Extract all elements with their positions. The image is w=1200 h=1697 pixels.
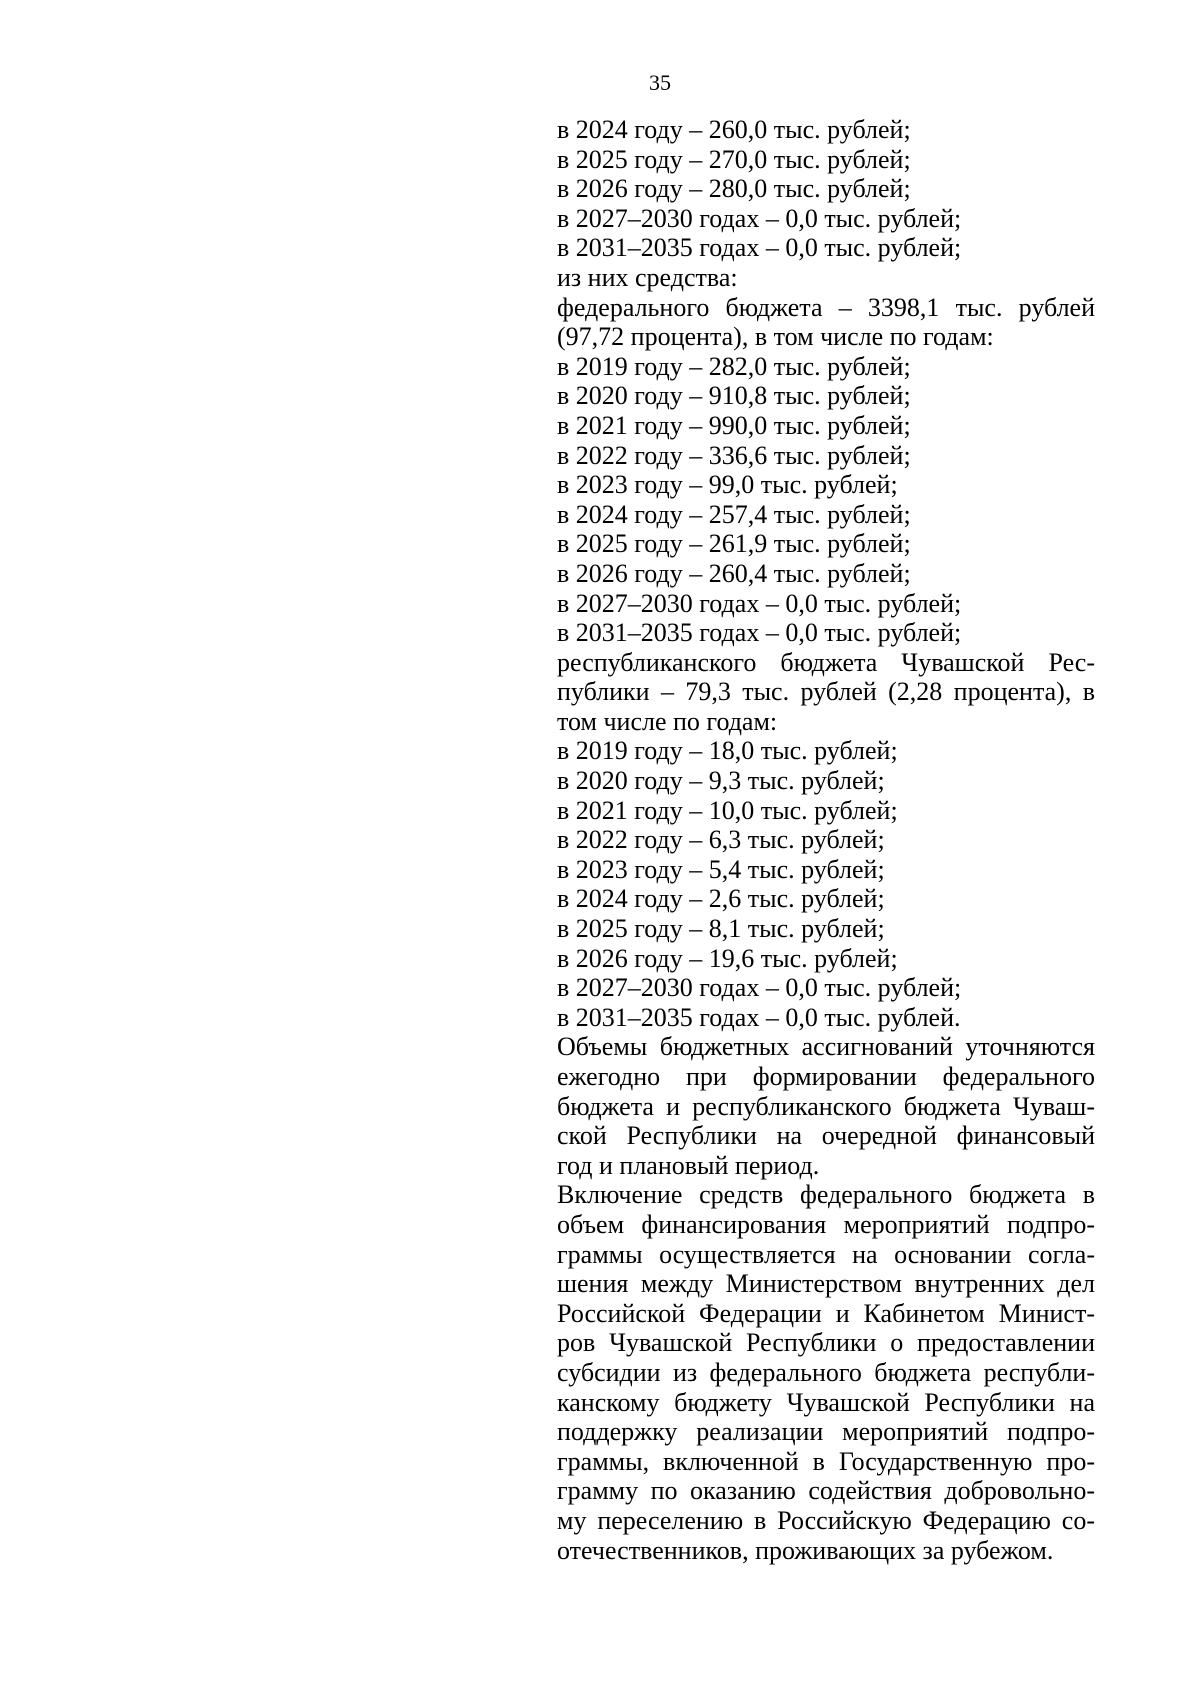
- text-line: Включение средств федерального бюджета в: [557, 1180, 1095, 1210]
- text-line: поддержку реализации мероприятий подпро-: [557, 1417, 1095, 1447]
- text-line: (97,72 процента), в том числе по годам:: [557, 322, 994, 352]
- list-item: в 2021 году – 990,0 тыс. рублей;: [557, 410, 911, 440]
- budget-clarification-paragraph: [557, 1032, 1095, 1180]
- list-item: в 2031–2035 годах – 0,0 тыс. рублей.: [557, 1002, 961, 1032]
- list-item: в 2019 году – 282,0 тыс. рублей;: [557, 351, 911, 381]
- text-line: том числе по годам:: [557, 706, 778, 736]
- republic-budget-intro: [557, 648, 1095, 737]
- list-item: в 2020 году – 9,3 тыс. рублей;: [557, 766, 885, 796]
- list-item: в 2026 году – 19,6 тыс. рублей;: [557, 943, 898, 973]
- list-item: в 2031–2035 годах – 0,0 тыс. рублей;: [557, 618, 962, 648]
- republic-budget-years: [557, 736, 1095, 1032]
- list-item: в 2025 году – 8,1 тыс. рублей;: [557, 914, 885, 944]
- text-line: канскому бюджету Чувашской Республики на: [557, 1387, 1095, 1417]
- list-item: в 2023 году – 99,0 тыс. рублей;: [557, 470, 898, 500]
- list-item: в 2026 году – 260,4 тыс. рублей;: [557, 558, 911, 588]
- list-item: в 2027–2030 годах – 0,0 тыс. рублей;: [557, 588, 962, 618]
- list-item: в 2023 году – 5,4 тыс. рублей;: [557, 854, 885, 884]
- text-line: грамму по оказанию содействия добровольно-: [557, 1476, 1095, 1506]
- text-line: объем финансирования мероприятий подпро-: [557, 1209, 1095, 1239]
- list-item: в 2020 году – 910,8 тыс. рублей;: [557, 381, 911, 411]
- document-column: [557, 115, 1095, 1565]
- list-item: в 2027–2030 годах – 0,0 тыс. рублей;: [557, 973, 962, 1003]
- list-item: в 2026 году – 280,0 тыс. рублей;: [557, 174, 911, 204]
- text-line: граммы осуществляется на основании согла-: [557, 1239, 1095, 1269]
- federal-budget-years: [557, 352, 1095, 648]
- text-line: Российской Федерации и Кабинетом Минист-: [557, 1298, 1095, 1328]
- text-line: ской Республики на очередной финансовый: [557, 1121, 1095, 1151]
- text-line: год и плановый период.: [557, 1150, 820, 1180]
- list-item: в 2025 году – 270,0 тыс. рублей;: [557, 144, 911, 174]
- text-line: публики – 79,3 тыс. рублей (2,28 процента), в: [557, 677, 1095, 707]
- text-line: Объемы бюджетных ассигнований уточняются: [557, 1032, 1095, 1062]
- list-item: в 2027–2030 годах – 0,0 тыс. рублей;: [557, 203, 962, 233]
- list-item: в 2022 году – 336,6 тыс. рублей;: [557, 440, 911, 470]
- list-item: в 2024 году – 2,6 тыс. рублей;: [557, 884, 885, 914]
- text-line: шения между Министерством внутренних дел: [557, 1269, 1095, 1299]
- list-item: в 2024 году – 260,0 тыс. рублей;: [557, 115, 911, 144]
- text-line: республиканского бюджета Чувашской Рес-: [557, 647, 1095, 677]
- funding-sources-label: из них средства:: [557, 262, 738, 292]
- list-item: в 2019 году – 18,0 тыс. рублей;: [557, 736, 898, 766]
- text-line: граммы, включенной в Государственную про-: [557, 1446, 1095, 1476]
- federal-funds-inclusion-paragraph: [557, 1180, 1095, 1565]
- text-line: бюджета и республиканского бюджета Чуваш-: [557, 1091, 1095, 1121]
- list-item: в 2022 году – 6,3 тыс. рублей;: [557, 825, 885, 855]
- text-line: субсидии из федерального бюджета республи-: [557, 1357, 1095, 1387]
- list-item: в 2024 году – 257,4 тыс. рублей;: [557, 499, 911, 529]
- text-line: отечественников, проживающих за рубежом.: [557, 1535, 1054, 1565]
- text-line: федерального бюджета – 3398,1 тыс. рублей: [557, 292, 1095, 322]
- text-line: ров Чувашской Республики о предоставлении: [557, 1328, 1095, 1358]
- page-number: 35: [649, 70, 671, 95]
- list-item: в 2031–2035 годах – 0,0 тыс. рублей;: [557, 233, 962, 263]
- list-item: в 2025 году – 261,9 тыс. рублей;: [557, 529, 911, 559]
- federal-budget-intro: [557, 293, 1095, 352]
- total-funding-years: [557, 115, 1095, 293]
- text-line: ежегодно при формировании федерального: [557, 1062, 1095, 1091]
- list-item: в 2021 году – 10,0 тыс. рублей;: [557, 795, 898, 825]
- text-line: му переселению в Российскую Федерацию со-: [557, 1505, 1095, 1535]
